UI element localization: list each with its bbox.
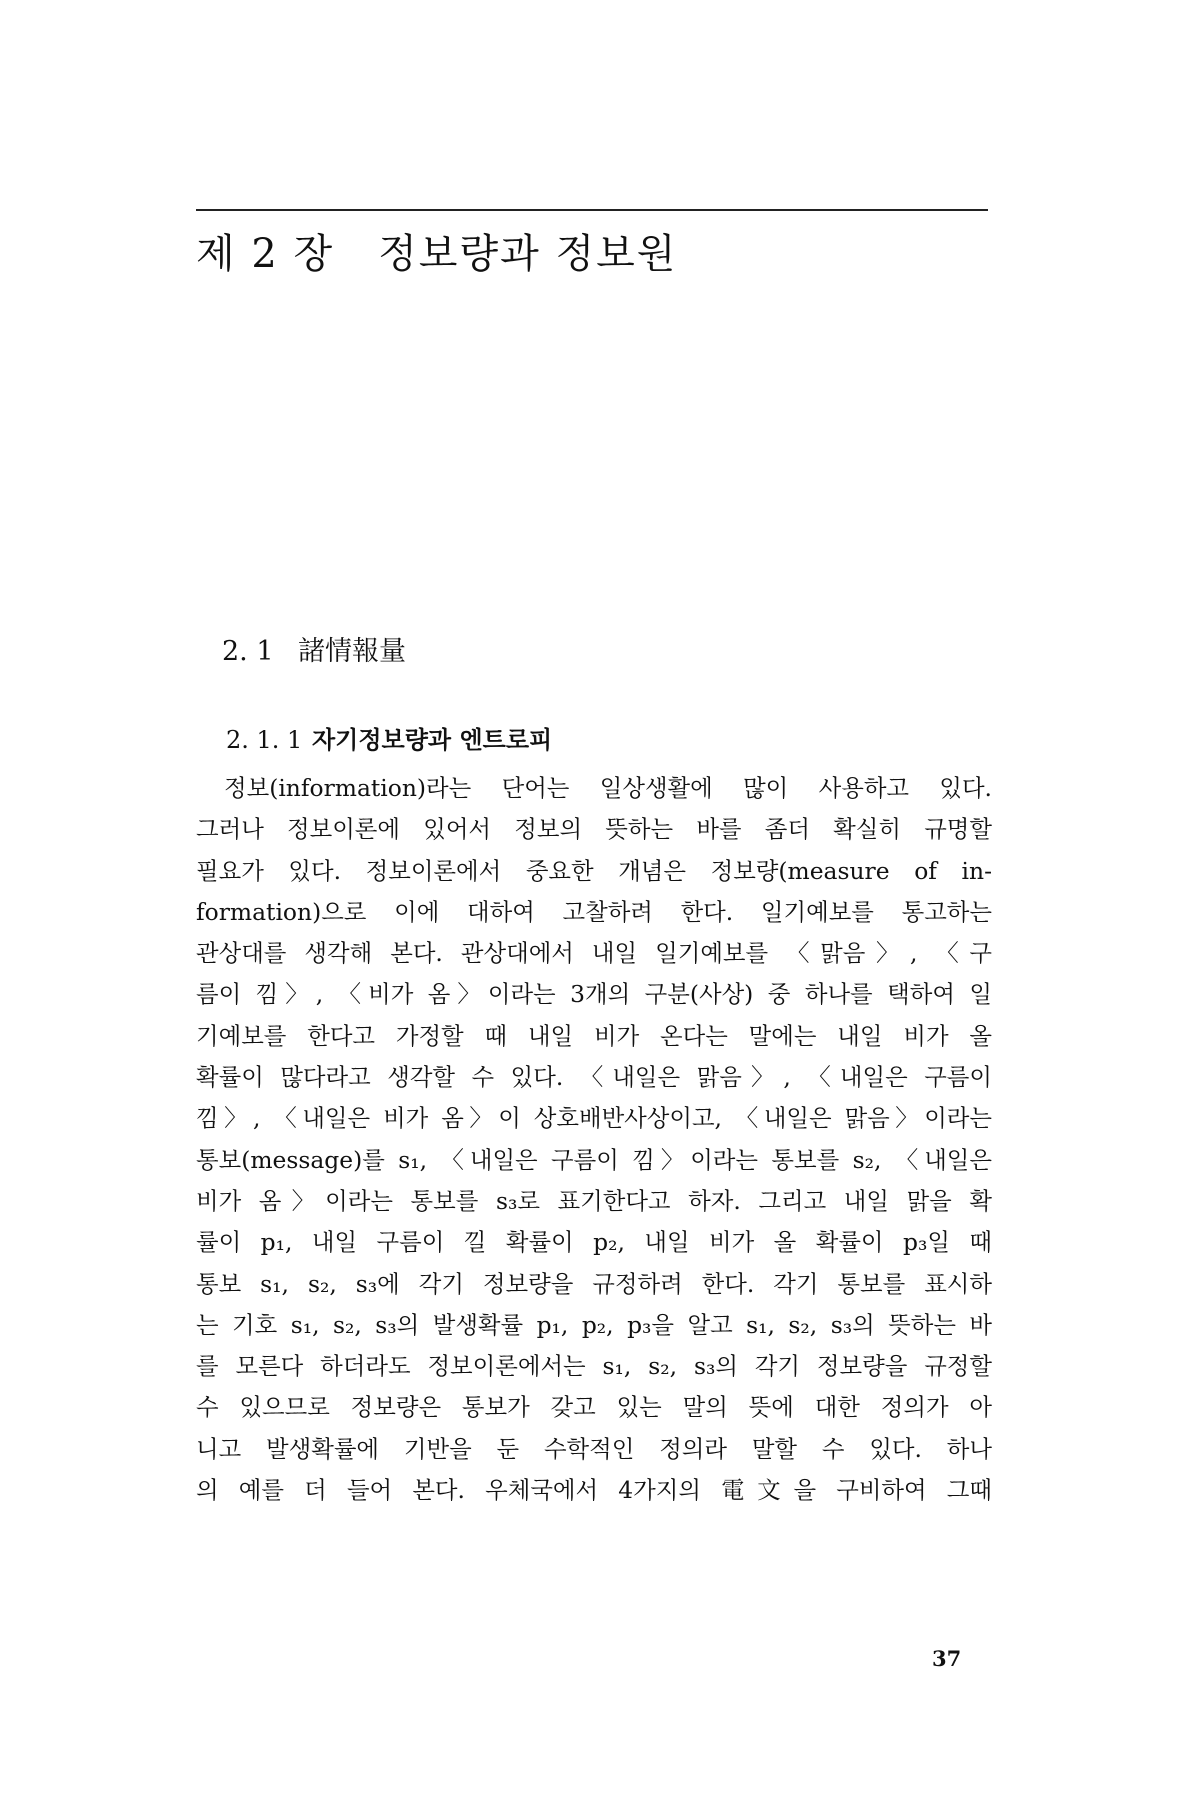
subsection-title: 자기정보량과 엔트로피 — [312, 726, 553, 754]
body-paragraph — [196, 768, 992, 1511]
section-heading — [222, 632, 406, 672]
body-line: 률이 p₁, 내일 구름이 낄 확률이 p₂, 내일 비가 올 확률이 p₃일 때 — [196, 1228, 992, 1257]
body-line: 관상대를 생각해 본다. 관상대에서 내일 일기예보를 〈맑음〉, 〈구 — [196, 939, 992, 968]
body-line: 정보(information)라는 단어는 일상생활에 많이 사용하고 있다. — [224, 774, 992, 802]
section-title: 諸情報量 — [298, 636, 406, 667]
body-line: 비가 옴〉이라는 통보를 s₃로 표기한다고 하자. 그리고 내일 맑을 확 — [196, 1186, 992, 1215]
chapter-title: 정보량과 정보원 — [378, 231, 678, 277]
body-line: 수 있으므로 정보량은 통보가 갖고 있는 말의 뜻에 대한 정의가 아 — [196, 1393, 992, 1422]
body-line: 는 기호 s₁, s₂, s₃의 발생확률 p₁, p₂, p₃을 알고 s₁, s₂, s₃의 뜻하는 바 — [196, 1310, 992, 1339]
body-line: 통보(message)를 s₁, 〈내일은 구름이 낌〉이라는 통보를 s₂, 〈내일은 — [196, 1145, 992, 1174]
body-line: 기예보를 한다고 가정할 때 내일 비가 온다는 말에는 내일 비가 올 — [196, 1021, 992, 1050]
body-line: 니고 발생확률에 기반을 둔 수학적인 정의라 말할 수 있다. 하나 — [196, 1434, 992, 1463]
subsection-number: 2. 1. 1 — [226, 726, 303, 754]
page-number: 37 — [932, 1646, 962, 1671]
body-line: 필요가 있다. 정보이론에서 중요한 개념은 정보량(measure of in- — [196, 856, 992, 885]
body-line: 낌〉, 〈내일은 비가 옴〉이 상호배반사상이고, 〈내일은 맑음〉이라는 — [196, 1104, 992, 1133]
body-line: 확률이 많다라고 생각할 수 있다. 〈내일은 맑음〉, 〈내일은 구름이 — [196, 1063, 992, 1092]
body-line: 를 모른다 하더라도 정보이론에서는 s₁, s₂, s₃의 각기 정보량을 규정할 — [196, 1352, 992, 1381]
chapter-heading — [196, 228, 677, 280]
body-line: formation)으로 이에 대하여 고찰하려 한다. 일기예보를 통고하는 — [196, 897, 992, 926]
body-line: 의 예를 더 들어 본다. 우체국에서 4가지의 電文을 구비하여 그때 — [196, 1476, 992, 1505]
chapter-number-label: 제 2 장 — [196, 231, 335, 277]
section-number: 2. 1 — [222, 636, 274, 667]
chapter-top-rule — [196, 209, 988, 211]
body-line: 그러나 정보이론에 있어서 정보의 뜻하는 바를 좀더 확실히 규명할 — [196, 815, 992, 844]
body-line: 름이 낌〉, 〈비가 옴〉이라는 3개의 구분(사상) 중 하나를 택하여 일 — [196, 980, 992, 1009]
subsection-heading — [226, 722, 552, 758]
body-line: 통보 s₁, s₂, s₃에 각기 정보량을 규정하려 한다. 각기 통보를 표시하 — [196, 1269, 992, 1298]
